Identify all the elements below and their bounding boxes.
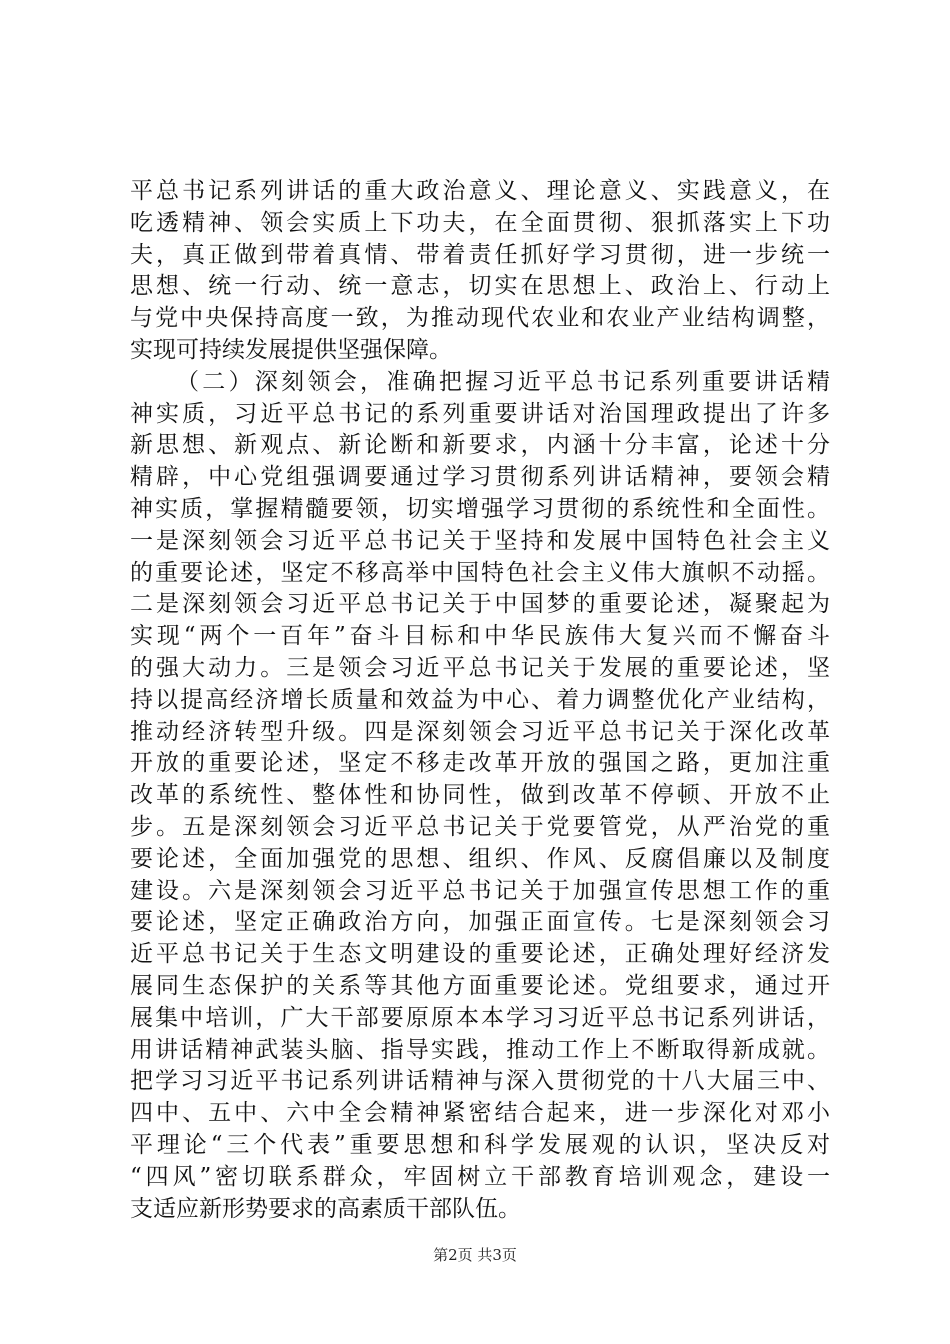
- text-line: 神实质，掌握精髓要领，切实增强学习贯彻的系统性和全面性。: [130, 495, 830, 522]
- text-line: 与党中央保持高度一致，为推动现代农业和农业产业结构调整，: [130, 305, 830, 332]
- text-line: 二是深刻领会习近平总书记关于中国梦的重要论述，凝聚起为: [130, 591, 830, 618]
- text-line: 神实质，习近平总书记的系列重要讲话对治国理政提出了许多: [130, 400, 830, 427]
- text-line: 把学习习近平书记系列讲话精神与深入贯彻党的十八大届三中、: [130, 1068, 830, 1095]
- text-line: 精辟，中心党组强调要通过学习贯彻系列讲话精神，要领会精: [130, 464, 830, 491]
- text-line: 的强大动力。三是领会习近平总书记关于发展的重要论述，坚: [130, 654, 830, 681]
- text-line: 持以提高经济增长质量和效益为中心、着力调整优化产业结构，: [130, 686, 830, 713]
- section-heading-line: （二）深刻领会，准确把握习近平总书记系列重要讲话精: [176, 368, 830, 395]
- text-line: 支适应新形势要求的高素质干部队伍。: [130, 1195, 521, 1222]
- body-text: [130, 176, 830, 1225]
- text-line: 夫，真正做到带着真情、带着责任抓好学习贯彻，进一步统一: [130, 241, 830, 268]
- text-line: 建设。六是深刻领会习近平总书记关于加强宣传思想工作的重: [130, 877, 830, 904]
- text-line: 要论述，坚定正确政治方向，加强正面宣传。七是深刻领会习: [130, 909, 830, 936]
- text-line: 改革的系统性、整体性和协同性，做到改革不停顿、开放不止: [130, 782, 830, 809]
- text-line: 吃透精神、领会实质上下功夫，在全面贯彻、狠抓落实上下功: [130, 209, 830, 236]
- text-line: 四中、五中、六中全会精神紧密结合起来，进一步深化对邓小: [130, 1100, 830, 1127]
- text-line: 实现可持续发展提供坚强保障。: [130, 336, 452, 363]
- text-line: 开放的重要论述，坚定不移走改革开放的强国之路，更加注重: [130, 750, 830, 777]
- text-line: 步。五是深刻领会习近平总书记关于党要管党，从严治党的重: [130, 813, 830, 840]
- text-line: 用讲话精神武装头脑、指导实践，推动工作上不断取得新成就。: [130, 1036, 830, 1063]
- text-line: 平总书记系列讲话的重大政治意义、理论意义、实践意义，在: [130, 178, 830, 204]
- text-line: 的重要论述，坚定不移高举中国特色社会主义伟大旗帜不动摇。: [130, 559, 830, 586]
- text-line: 要论述，全面加强党的思想、组织、作风、反腐倡廉以及制度: [130, 845, 830, 872]
- text-line: 实现“两个一百年”奋斗目标和中华民族伟大复兴而不懈奋斗: [130, 623, 830, 650]
- text-line: 展同生态保护的关系等其他方面重要论述。党组要求，通过开: [130, 972, 830, 999]
- text-line: 思想、统一行动、统一意志，切实在思想上、政治上、行动上: [130, 273, 830, 300]
- text-line: “四风”密切联系群众，牢固树立干部教育培训观念，建设一: [130, 1163, 830, 1190]
- page-number-footer: 第2页 共3页: [433, 1246, 517, 1264]
- text-line: 一是深刻领会习近平总书记关于坚持和发展中国特色社会主义: [130, 527, 830, 554]
- text-line: 展集中培训，广大干部要原原本本学习习近平总书记系列讲话，: [130, 1004, 830, 1031]
- text-line: 近平总书记关于生态文明建设的重要论述，正确处理好经济发: [130, 941, 830, 968]
- text-line: 平理论“三个代表”重要思想和科学发展观的认识，坚决反对: [130, 1131, 830, 1158]
- text-line: 新思想、新观点、新论断和新要求，内涵十分丰富，论述十分: [130, 432, 830, 459]
- text-line: 推动经济转型升级。四是深刻领会习近平总书记关于深化改革: [130, 718, 830, 745]
